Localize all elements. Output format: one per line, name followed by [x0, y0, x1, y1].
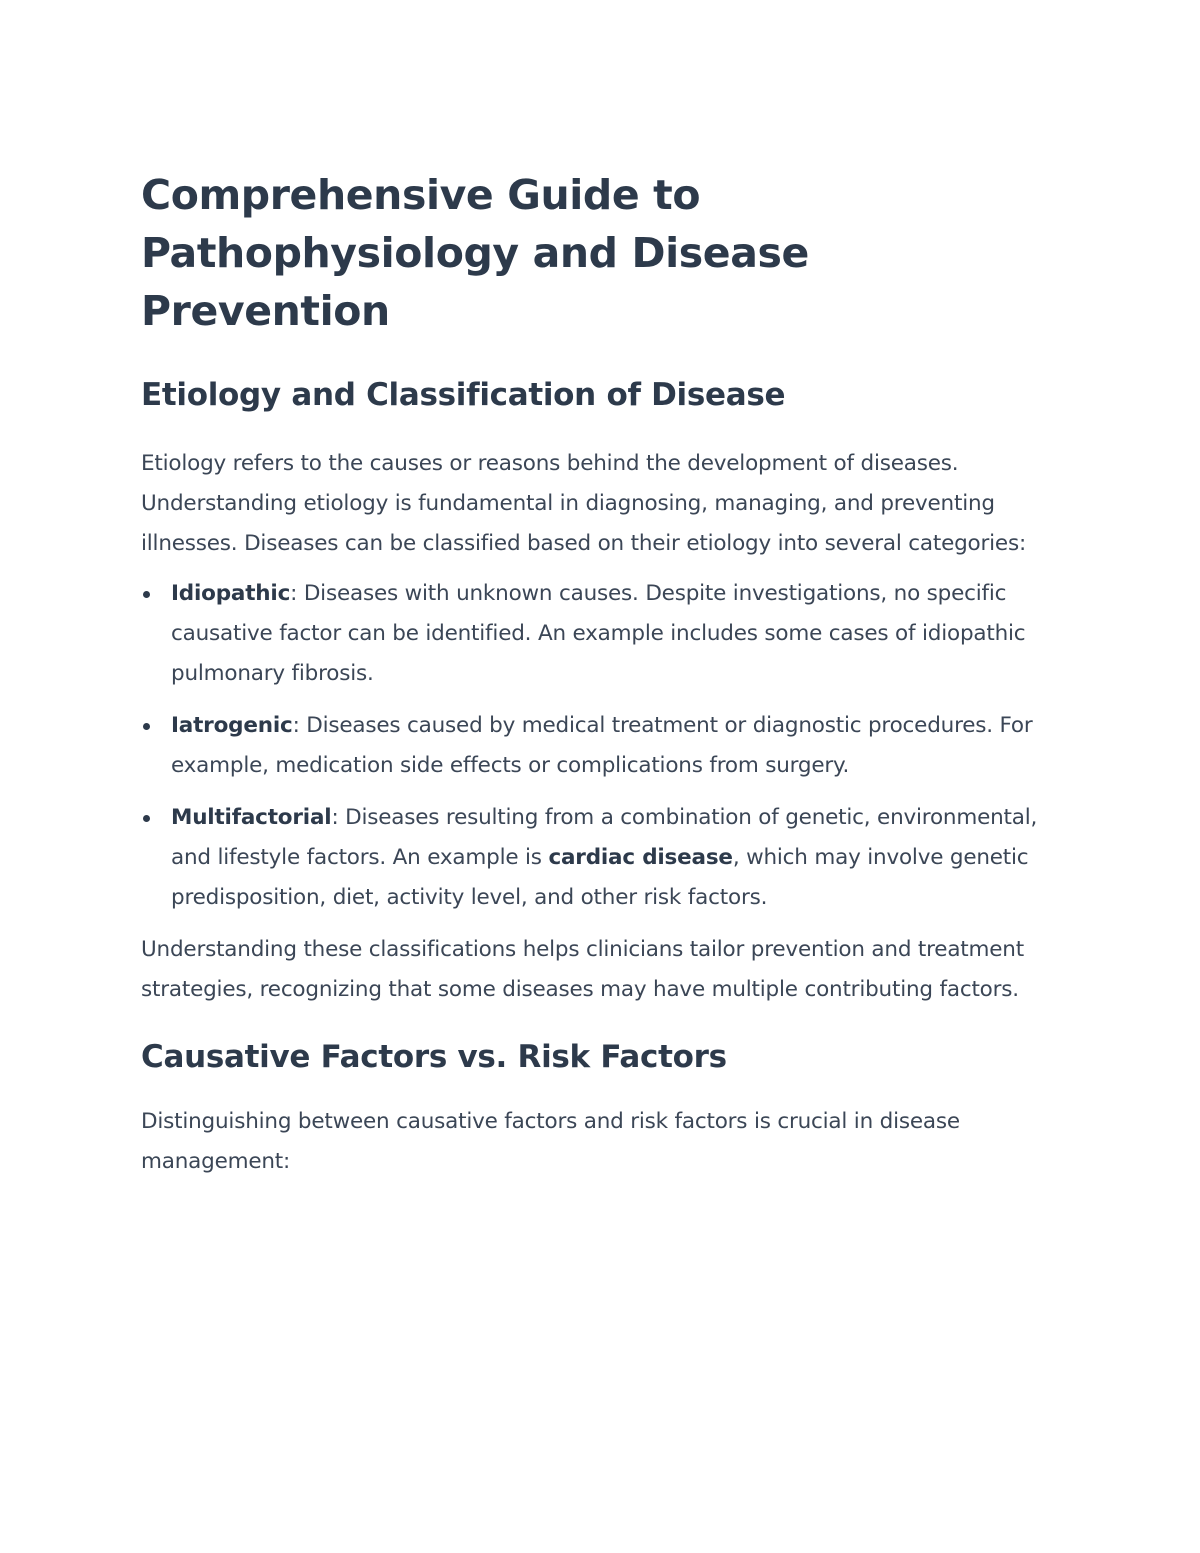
classification-list [141, 574, 1066, 918]
definition-multifactorial-part2: , which may involve genetic predisposition, diet, activity level, and other risk factors. [171, 845, 1029, 910]
classification-summary-paragraph: Understanding these classifications helps clinicians tailor prevention and treatment strategies, recognizing that some diseases may have multiple contributing factors. [141, 937, 1024, 1002]
causative-intro-paragraph: Distinguishing between causative factors and risk factors is crucial in disease management: [141, 1109, 960, 1174]
list-item-idiopathic [141, 574, 1066, 694]
list-item-iatrogenic [141, 706, 1066, 786]
document-page [141, 166, 1066, 1182]
bullet-icon [143, 723, 150, 730]
document-title [141, 166, 1066, 340]
definition-multifactorial-part1: : Diseases resulting from a combination of genetic, environmental, and lifestyle factors. An example is [171, 805, 1038, 870]
emphasis-cardiac-disease: cardiac disease [548, 845, 733, 870]
etiology-intro-paragraph: Etiology refers to the causes or reasons behind the development of diseases. Understanding etiology is fundamental in diagnosing, managing, and preventing illnesses. Diseases can be classified based on their etiology into several categories: [141, 451, 1026, 556]
term-multifactorial: Multifactorial [171, 805, 332, 830]
section-heading-causative-factors: Causative Factors vs. Risk Factors [141, 1039, 727, 1075]
title-line: Comprehensive Guide to [141, 171, 701, 219]
title-line: Prevention [141, 287, 390, 335]
term-iatrogenic: Iatrogenic [171, 713, 293, 738]
title-line: Pathophysiology and Disease [141, 229, 809, 277]
section-heading-etiology: Etiology and Classification of Disease [141, 377, 786, 413]
term-idiopathic: Idiopathic [171, 581, 291, 606]
definition-iatrogenic: : Diseases caused by medical treatment or diagnostic procedures. For example, medication side effects or complications from surgery. [171, 713, 1033, 778]
bullet-icon [143, 815, 150, 822]
definition-idiopathic: : Diseases with unknown causes. Despite investigations, no specific causative factor can be identified. An example includes some cases of idiopathic pulmonary fibrosis. [171, 581, 1026, 686]
bullet-icon [143, 591, 150, 598]
list-item-multifactorial [141, 798, 1066, 918]
